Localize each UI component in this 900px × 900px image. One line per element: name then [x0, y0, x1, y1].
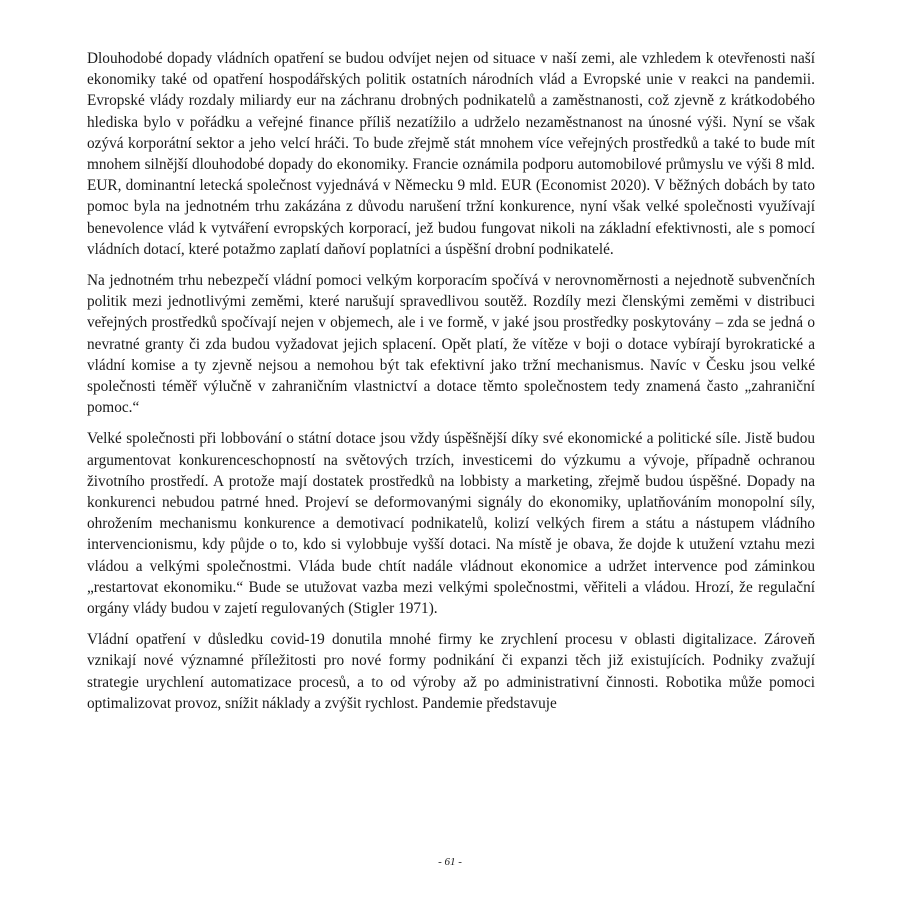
paragraph-2: Na jednotném trhu nebezpečí vládní pomoci velkým korporacím spočívá v nerovnoměrnosti a nejednotě subvenčních politik mezi jednotlivými zeměmi, které narušují spravedlivou soutěž. Rozdíly mezi členskými zeměmi v distribuci veřejných prostředků spočívají nejen v objemech, ale i ve formě, v jaké jsou prostředky poskytovány – zda se jedná o nevratné granty či zda budou vyžadovat jejich splacení. Opět platí, že vítěze v boji o dotace vybírají byrokratické a vládní komise a ty zjevně nejsou a nemohou být tak efektivní jako tržní mechanismus. Navíc v Česku jsou velké společnosti téměř výlučně v zahraničním vlastnictví a dotace těmto společnostem tedy znamená často „zahraniční pomoc.“ [87, 272, 815, 417]
paragraph-1: Dlouhodobé dopady vládních opatření se budou odvíjet nejen od situace v naší zemi, ale vzhledem k otevřenosti naší ekonomiky také od opatření hospodářských politik ostatních národních vlád a Evropské unie v reakci na pandemii. Evropské vlády rozdaly miliardy eur na záchranu drobných podnikatelů a zaměstnanosti, což zjevně z krátkodobého hlediska bylo v pořádku a veřejné finance příliš nezatížilo a udrželo nezaměstnanost na únosné výši. Nyní se však ozývá korporátní sektor a jeho velcí hráči. To bude zřejmě stát mnohem více veřejných prostředků a také to bude mít mnohem silnější dlouhodobé dopady do ekonomiky. Francie oznámila podporu automobilové průmyslu ve výši 8 mld. EUR, dominantní letecká společnost vyjednává v Německu 9 mld. EUR (Economist 2020). V běžných dobách by tato pomoc byla na jednotném trhu zakázána z důvodu narušení tržní konkurence, nyní však velké společnosti využívají benevolence vlád k vytváření evropských korporací, jež budou fungovat nikoli na základní efektivnosti, ale s pomocí vládních dotací, které potažmo zaplatí daňoví poplatníci a úspěšní drobní podnikatelé. [87, 50, 815, 258]
paragraph-4: Vládní opatření v důsledku covid-19 donutila mnohé firmy ke zrychlení procesu v oblasti digitalizace. Zároveň vznikají nové významné příležitosti pro nové formy podnikání či expanzi těch již existujících. Podniky zvažují strategie urychlení automatizace procesů, a to od výroby až po administrativní činnosti. Robotika může pomoci optimalizovat provoz, snížit náklady a zvýšit rychlost. Pandemie představuje [87, 631, 815, 712]
paragraph-3: Velké společnosti při lobbování o státní dotace jsou vždy úspěšnější díky své ekonomické a politické síle. Jistě budou argumentovat konkurenceschopností na světových trzích, investicemi do výzkumu a vývoje, případně ochranou životního prostředí. A protože mají dostatek prostředků na lobbisty a marketing, zřejmě budou úspěšné. Dopady na konkurenci nebudou patrné hned. Projeví se deformovanými signály do ekonomiky, uplatňováním monopolní síly, ohrožením mechanismu konkurence a demotivací podnikatelů, kolizí velkých firem a státu a nástupem vládního intervencionismu, kdy půjde o to, kdo si vylobbuje vyšší dotaci. Na místě je obava, že dojde k utužení vztahu mezi vládou a velkými společnostmi. Vláda bude chtít nadále vládnout ekonomice a udržet intervence pod záminkou „restartovat ekonomiku.“ Bude se utužovat vazba mezi velkými společnostmi, věřiteli a vládou. Hrozí, že regulační orgány vlády budou v zajetí regulovaných (Stigler 1971). [87, 430, 815, 618]
body-text [87, 48, 815, 724]
page-number: - 61 - [438, 856, 462, 868]
